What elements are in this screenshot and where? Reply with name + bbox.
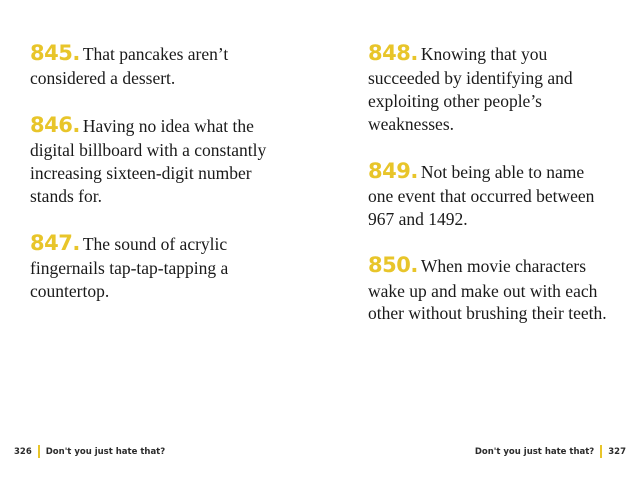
- page-footer: [0, 442, 640, 458]
- folio-left: 326: [14, 446, 32, 457]
- entry-number: 847.: [30, 230, 80, 255]
- list-item: [368, 252, 610, 325]
- footer-divider: [600, 445, 602, 458]
- page-left: [0, 40, 320, 425]
- footer-divider: [38, 445, 40, 458]
- entry-number: 845.: [30, 41, 80, 65]
- spread-columns: [0, 40, 640, 425]
- running-head-right: Don't you just hate that?: [474, 446, 595, 457]
- running-head-left: Don't you just hate that?: [45, 446, 166, 457]
- list-item: [368, 40, 610, 136]
- list-item: [30, 40, 272, 90]
- footer-right: [475, 445, 626, 458]
- list-item: [30, 230, 272, 303]
- entry-number: 850.: [368, 253, 418, 278]
- entry-text: Having no idea what the digital billboard with a constantly increasing sixteen-digit number stands for.: [30, 116, 267, 206]
- entry-number: 849.: [368, 158, 418, 183]
- list-item: [30, 112, 272, 208]
- entry-text: The sound of acrylic fingernails tap-tap-tapping a countertop.: [30, 233, 229, 301]
- footer-left: [14, 445, 165, 458]
- entry-text: When movie characters wake up and make out with each other without brushing their teeth.: [368, 256, 607, 324]
- entry-text: Knowing that you succeeded by identifying and exploiting other people’s weaknesses.: [368, 44, 573, 134]
- entry-number: 846.: [30, 113, 80, 138]
- entry-text: That pancakes aren’t considered a dessert.: [30, 44, 229, 89]
- entry-text: Not being able to name one event that occurred between 967 and 1492.: [368, 161, 595, 229]
- list-item: [368, 158, 610, 231]
- page-right: [320, 40, 640, 425]
- folio-right: 327: [608, 446, 626, 457]
- entry-number: 848.: [368, 41, 418, 65]
